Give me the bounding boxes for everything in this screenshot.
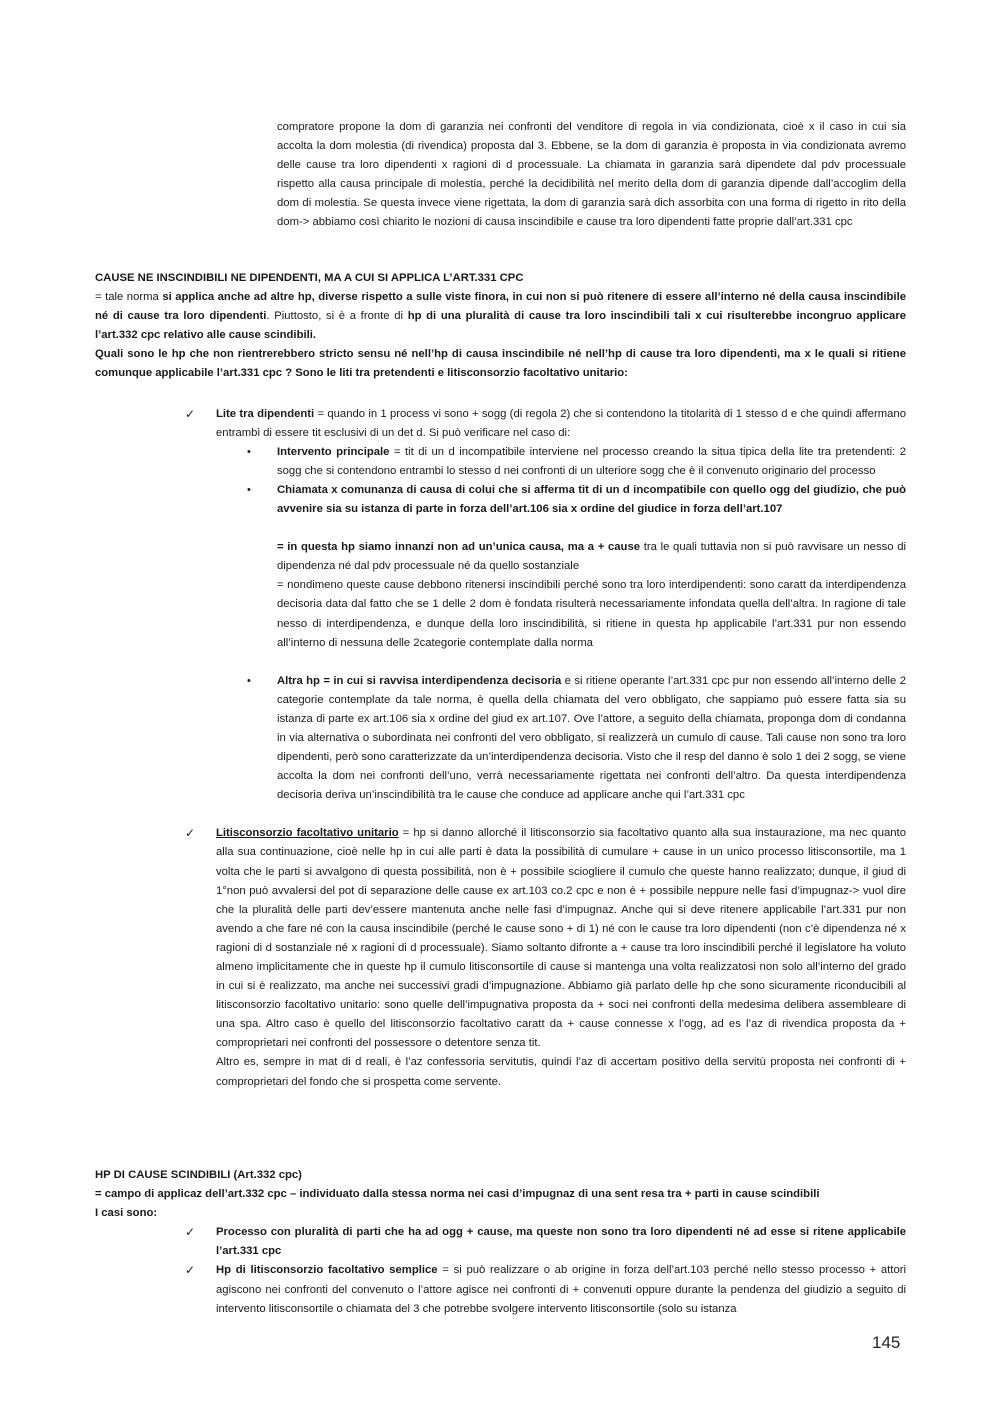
bullet-icon: •: [247, 674, 251, 687]
sub-item-paragraph: = nondimeno queste cause debbono ritenersi inscindibili perché sono tra loro interdipendenti: sono caratt da interdipendenza decisoria data dal fatto che se 1 delle 2 dom è fondata risulterà necessariamente infondata quella dell’altra. In ragione di tale nesso di interdipendenza, e dunque della loro inscindibilità, si ritiene in questa hp applicabile l’art.331 pur non essendo all’interno di nessuna delle 2categorie contemplate dalla norma: [277, 579, 906, 649]
list-item-litisconsorzio-semplice: [95, 1261, 906, 1318]
section-intro-paragraph: [95, 288, 906, 345]
item-title: Processo con pluralità di parti che ha ad ogg + cause, ma queste non sono tra loro dipendenti né ad esse si ritene applicabile l’art.331 cpc: [216, 1226, 906, 1258]
question-paragraph: Quali sono le hp che non rientrerebbero stricto sensu né nell’hp di causa inscindibile né nell’hp di cause tra loro dipendenti, ma x le quali si ritiene comunque applicabile l’art.331 cpc ? Sono le liti tra pretendenti e litisconsorzio facoltativo unitario:: [95, 348, 906, 380]
checkmark-icon: ✓: [185, 1263, 196, 1278]
page-number: 145: [872, 1333, 901, 1352]
section-heading: HP DI CAUSE SCINDIBILI (Art.332 cpc): [95, 1169, 302, 1181]
sub-item-title: Altra hp = in cui si ravvisa interdipendenza decisoria: [277, 674, 562, 687]
section-line: I casi sono:: [95, 1207, 158, 1220]
list-item-litisconsorzio-unitario: [95, 824, 906, 1091]
bullet-icon: •: [247, 445, 251, 458]
intro-paragraph: compratore propone la dom di garanzia nei confronti del venditore di regola in via condizionata, cioè x il caso in cui sia accolta la dom molestia (di rivendica) proposta dal 3. Ebbene, se la dom di garanzia è proposta in via condizionata avremo delle cause tra loro dipendenti x ragioni di d processuale. La chiamata in garanzia sarà dipendete dal pdv processuale rispetto alla causa principale di molestia, perché la decidibilità nel merito della dom di garanzia dipende dall’accoglim della dom di molestia. Se questa invece viene rigettata, la dom di garanzia sarà dich assorbita con una forma di rigetto in rito della dom-> abbiamo così chiarito le nozioni di causa inscindibile e cause tra loro dipendenti fatte proprie dall’art.331 cpc: [277, 121, 906, 229]
item-paragraph: Altro es, sempre in mat di d reali, è l’az confessoria servitutis, quindi l’az di accertam positivo della servitù proposta nei confronti di + comproprietari del fondo che si prospetta come servente.: [216, 1056, 906, 1088]
checkmark-icon: ✓: [185, 826, 196, 841]
text-run: tra le quali tuttavia non si può ravvisare un nesso di dipendenza né dal pdv processuale né da quello sostanziale: [277, 541, 906, 573]
list-item-processo-pluralita: [95, 1223, 906, 1261]
item-title: Lite tra dipendenti: [216, 407, 315, 420]
checkmark-icon: ✓: [185, 1225, 196, 1240]
list-item-lite-tra-dipendenti: [95, 405, 906, 443]
item-title: Litisconsorzio facoltativo unitario: [216, 827, 399, 840]
sub-item-text: = tit di un d incompatibile interviene nel processo creando la situa tipica della lite tra pretendenti: 2 sogg che si contendono entrambi lo stesso d nei confronti di un ulteriore sogg che è il convenuto originario del processo: [277, 445, 906, 477]
item-title: Hp di litisconsorzio facoltativo semplice: [216, 1264, 438, 1277]
section-heading: CAUSE NE INSCINDIBILI NE DIPENDENTI, MA A CUI SI APPLICA L’ART.331 CPC: [95, 272, 524, 284]
sub-item-intervento-principale: [95, 443, 906, 481]
checkmark-icon: ✓: [185, 406, 196, 421]
bold-run: si applica anche ad altre hp, diverse rispetto a sulle viste finora, in cui non si può ritenere di essere all’interno né della causa inscindibile né di cause tra loro dipendenti: [95, 291, 906, 323]
bullet-icon: •: [247, 483, 251, 496]
text-run: = tale norma: [95, 291, 163, 304]
bold-run: = in questa hp siamo innanzi non ad un’unica causa, ma a + cause: [277, 541, 641, 554]
section-line: = campo di applicaz dell’art.332 cpc – individuato dalla stessa norma nei casi d’impugnaz di una sent resa tra + parti in cause scindibili: [95, 1188, 820, 1201]
text-run: . Piuttosto, si è a fronte di: [266, 310, 408, 323]
sub-item-chiamata: [95, 481, 906, 653]
sub-item-paragraph: [277, 538, 906, 576]
bold-run: hp di una pluralità di cause tra loro inscindibili tali x cui risulterebbe incongruo applicare l’art.332 cpc relativo alle cause scindibili.: [95, 310, 907, 342]
sub-item-altra-hp: [95, 672, 906, 806]
sub-item-text: e si ritiene operante l’art.331 cpc pur non essendo all’interno delle 2 categorie contemplate da tale norma, è quella della chiamata del vero obbligato, che sappiamo può essere fatta sia su istanza di parte ex art.106 sia x ordine del giud ex art.107. Ove l’attore, a seguito della chiamata, proponga dom di condanna in via alternativa o subordinata nei confronti del vero obbligato, si realizzerà un cumulo di cause. Tali cause non sono tra loro dipendenti, però sono caratterizzate da un’interdipendenza decisoria. Visto che il resp del danno è solo 1 dei 2 sogg, se viene accolta la dom nei confronti dell’uno, verrà necessariamente rigettata nei confronti dell’altro. Da questa interdipendenza decisoria deriva un’inscindibilità tra le cause che conduce ad applicare anche qui l’art.331 cpc: [277, 674, 906, 802]
item-text: = si può realizzare o ab origine in forza dell’art.103 perché nello stesso processo + attori agiscono nei confronti del convenuto o l’attore agisce nei confronti di + convenuti oppure durante la pendenza del giudizio a seguito di intervento litisconsortile o chiamata del 3 che potrebbe svolgere intervento litisconsortile (solo su istanza: [216, 1264, 906, 1315]
item-text: = hp si danno allorché il litisconsorzio sia facoltativo quanto alla sua instaurazione, ma nec quanto alla sua continuazione, cioè nelle hp in cui alle parti è data la possibilità di cumulare + cause in un unico processo litisconsortile, ma 1 volta che le parti si avvalgono di questa possibilità, non è + possibile sciogliere il cumulo che queste hanno realizzato; dunque, il giud di 1°non può avvalersi del pot di separazione delle cause ex art.103 co.2 cpc e non è + possibile neppure nelle fasi d’impugnaz-> vuol dire che la pluralità delle parti dev’essere mantenuta anche nelle fasi d’impugnaz. Anche qui si deve ritenere applicabile l’art.331 pur non avendo a che fare né con la causa inscindibile (perché le cause sono + di 1) né con le cause tra loro dipendenti (non c’è dipendenza né x ragioni di d sostanziale né x ragioni di d processuale). Siamo soltanto difronte a + cause tra loro inscindibili perché il legislatore ha voluto almeno implicitamente che in queste hp il cumulo litisconsortile di cause si mantenga una volta realizzatosi non solo all’interno del grado in cui si è realizzato, ma anche nei successivi gradi d’impugnazione. Abbiamo già parlato delle hp che sono sicuramente riconducibili al litisconsorzio facoltativo unitario: sono quelle dell’impugnativa proposta da + soci nei confronti della medesima delibera assembleare di una spa. Altro caso è quello del litisconsorzio facoltativo caratt da + cause connesse x l’ogg, ad es l’az di rivendica proposta da + comproprietari nei confronti del possessore o detentore senza tit.: [216, 827, 906, 1050]
section-art331: [95, 269, 906, 1092]
item-text: = quando in 1 process vi sono + sogg (di regola 2) che si contendono la titolarità di 1 stesso d e che quindi affermano entrambi di essere tit esclusivi di un det d. Si può verificare nel caso di:: [216, 407, 906, 439]
sub-item-title: Intervento principale: [277, 445, 390, 458]
section-art332: [95, 1166, 906, 1319]
sub-item-title: Chiamata x comunanza di causa di colui che si afferma tit di un d incompatibile con quello ogg del giudizio, che può avvenire sia su istanza di parte in forza dell’art.106 sia x ordine del giudice in forza dell’art.107: [277, 483, 906, 516]
